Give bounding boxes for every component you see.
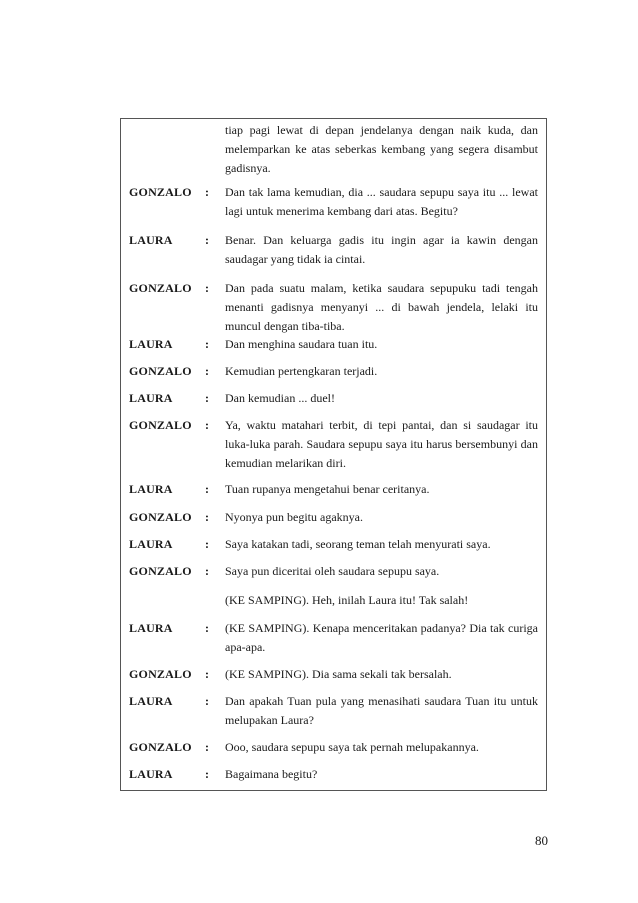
dialogue-text: (KE SAMPING). Dia sama sekali tak bersalah.: [225, 667, 452, 681]
dialogue-text: Saya pun diceritai oleh saudara sepupu saya.: [225, 564, 440, 578]
dialogue-text: (KE SAMPING). Kenapa menceritakan padanya? Dia tak curiga apa-apa.: [225, 621, 538, 654]
speaker-name: GONZALO: [129, 185, 192, 199]
speaker-name: LAURA: [129, 233, 173, 247]
speaker-colon: :: [205, 510, 209, 524]
speaker-name: LAURA: [129, 391, 173, 405]
page-number: 80: [535, 833, 548, 848]
speaker-colon: :: [205, 667, 209, 681]
speaker-name: GONZALO: [129, 667, 192, 681]
dialogue-text: Nyonya pun begitu agaknya.: [225, 510, 363, 524]
speaker-name: GONZALO: [129, 364, 192, 378]
speaker-name: LAURA: [129, 337, 173, 351]
speaker-colon: :: [205, 391, 209, 405]
dialogue-text: Saya katakan tadi, seorang teman telah menyurati saya.: [225, 537, 491, 551]
speaker-colon: :: [205, 621, 209, 635]
speaker-name: GONZALO: [129, 740, 192, 754]
speaker-colon: :: [205, 364, 209, 378]
dialogue-text: Dan kemudian ... duel!: [225, 391, 335, 405]
speaker-name: GONZALO: [129, 418, 192, 432]
dialogue-text: Ya, waktu matahari terbit, di tepi pantai, dan si saudagar itu luka-luka parah. Saudara sepupu saya itu harus bersembunyi dan kemudian melarikan diri.: [225, 418, 538, 470]
dialogue-text: Bagaimana begitu?: [225, 767, 318, 781]
dialogue-text: Dan pada suatu malam, ketika saudara sepupuku tadi tengah menanti gadisnya menyanyi ... di bawah jendela, lelaki itu muncul dengan tiba-tiba.: [225, 281, 538, 333]
speaker-colon: :: [205, 740, 209, 754]
dialogue-text: Tuan rupanya mengetahui benar ceritanya.: [225, 482, 430, 496]
speaker-name: GONZALO: [129, 510, 192, 524]
speaker-name: LAURA: [129, 482, 173, 496]
speaker-colon: :: [205, 233, 209, 247]
dialogue-text: Benar. Dan keluarga gadis itu ingin agar ia kawin dengan saudagar yang tidak ia cintai.: [225, 233, 538, 266]
speaker-colon: :: [205, 185, 209, 199]
speaker-colon: :: [205, 281, 209, 295]
dialogue-text: Kemudian pertengkaran terjadi.: [225, 364, 378, 378]
speaker-colon: :: [205, 337, 209, 351]
dialogue-text: Dan tak lama kemudian, dia ... saudara sepupu saya itu ... lewat lagi untuk menerima kembang dari atas. Begitu?: [225, 185, 538, 218]
speaker-name: LAURA: [129, 537, 173, 551]
speaker-colon: :: [205, 418, 209, 432]
speaker-colon: :: [205, 694, 209, 708]
dialogue-text: Ooo, saudara sepupu saya tak pernah melupakannya.: [225, 740, 479, 754]
speaker-name: LAURA: [129, 621, 173, 635]
speaker-colon: :: [205, 482, 209, 496]
speaker-colon: :: [205, 564, 209, 578]
script-frame: [120, 118, 547, 791]
speaker-name: GONZALO: [129, 564, 192, 578]
dialogue-text: Dan apakah Tuan pula yang menasihati saudara Tuan itu untuk melupakan Laura?: [225, 694, 538, 727]
speaker-colon: :: [205, 767, 209, 781]
dialogue-text: (KE SAMPING). Heh, inilah Laura itu! Tak salah!: [225, 593, 469, 607]
speaker-name: LAURA: [129, 694, 173, 708]
speaker-name: GONZALO: [129, 281, 192, 295]
dialogue-text: tiap pagi lewat di depan jendelanya dengan naik kuda, dan melemparkan ke atas seberkas kembang yang segera disambut gadisnya.: [225, 123, 538, 175]
speaker-colon: :: [205, 537, 209, 551]
dialogue-text: Dan menghina saudara tuan itu.: [225, 337, 378, 351]
speaker-name: LAURA: [129, 767, 173, 781]
